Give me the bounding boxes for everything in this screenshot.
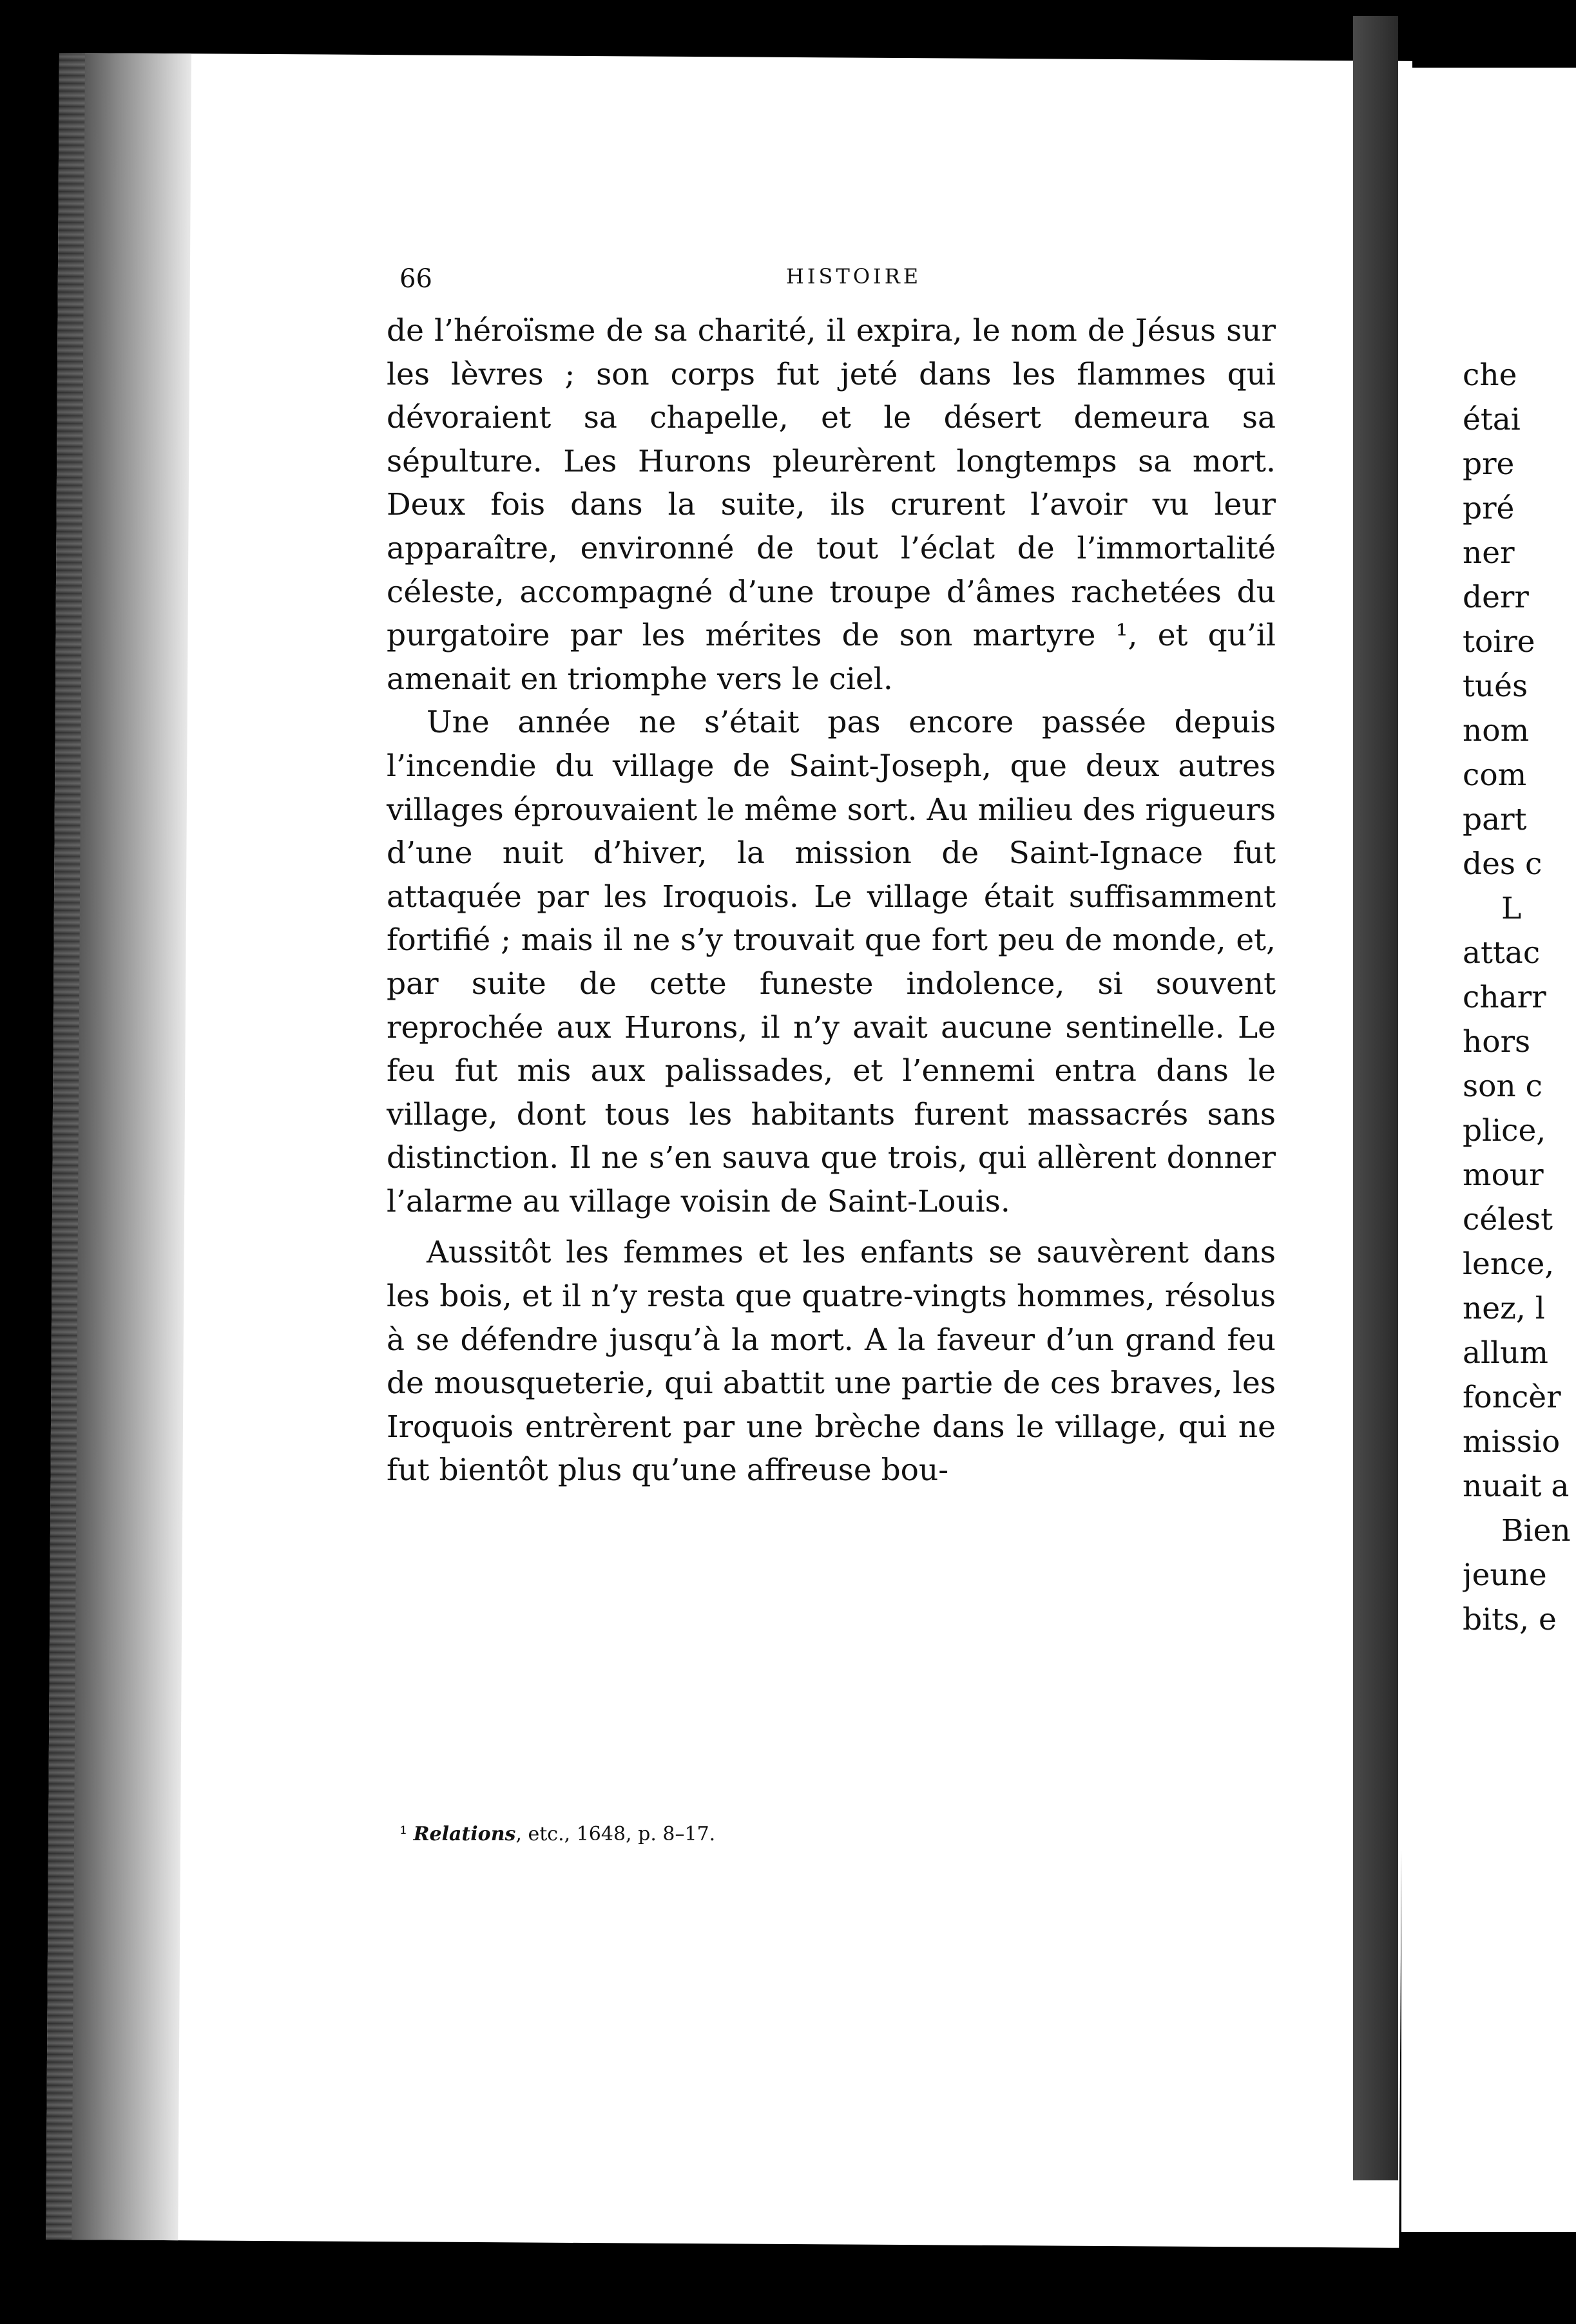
footnote-citation: , etc., 1648, p. 8–17. <box>515 1823 716 1845</box>
facing-line: nom <box>1463 713 1530 748</box>
facing-line: charr <box>1463 980 1546 1015</box>
running-head <box>387 264 1276 309</box>
paragraph-2: Une année ne s’était pas encore passée depuis l’incendie du village de Saint-Joseph, que deux autres villages éprouvaient le même sort. Au milieu des rigueurs d’une nuit d’hiver, la mission de Saint-Ignace fut attaquée par les Iroquois. Le village était suffisamment fortifié ; mais il ne s’y trouvait que fort peu de monde, et, par suite de cette funeste indolence, si souvent reprochée aux Hurons, il n’y avait aucune sentinelle. Le feu fut mis aux palissades, et l’ennemi entra dans le village, dont tous les habitants furent massacrés sans distinction. Il ne s’en sauva que trois, qui allèrent donner l’alarme au village voisin de Saint-Louis. <box>387 705 1276 1219</box>
facing-line: ner <box>1463 535 1515 571</box>
facing-line: missio <box>1463 1424 1561 1460</box>
facing-line: jeune <box>1463 1557 1547 1593</box>
paragraph-1: de l’héroïsme de sa charité, il expira, le nom de Jésus sur les lèvres ; son corps fut jeté dans les flammes qui dévoraient sa chapelle, et le désert demeura sa sépulture. Les Hurons pleurèrent longtemps sa mort. Deux fois dans la suite, ils crurent l’avoir vu leur apparaître, environné de tout l’éclat de l’immortalité céleste, accompagné d’une troupe d’âmes rachetées du purgatoire par les mérites de son martyre ¹, et qu’il amenait en triomphe vers le ciel. <box>387 313 1276 697</box>
facing-line: attac <box>1463 935 1541 971</box>
text-block <box>387 264 1276 1492</box>
facing-line: célest <box>1463 1202 1553 1237</box>
facing-line: lence, <box>1463 1246 1555 1282</box>
facing-page-text <box>1463 353 1576 1642</box>
facing-line: hors <box>1463 1024 1531 1060</box>
facing-line: derr <box>1463 580 1529 615</box>
facing-line: bits, e <box>1463 1602 1557 1637</box>
paragraph-3: Aussitôt les femmes et les enfants se sauvèrent dans les bois, et il n’y resta que quatre-vingts hommes, résolus à se défendre jusqu’à la mort. A la faveur d’un grand feu de mousqueterie, qui abattit une partie de ces braves, les Iroquois entrèrent par une brèche dans le village, qui ne fut bientôt plus qu’une affreuse bou- <box>387 1235 1276 1489</box>
facing-line: mour <box>1463 1157 1544 1193</box>
facing-line: plice, <box>1463 1113 1546 1148</box>
footnote <box>399 1823 1237 1845</box>
facing-line: che <box>1463 357 1517 393</box>
facing-line: L <box>1501 891 1522 926</box>
facing-line: son c <box>1463 1069 1542 1104</box>
facing-line: des c <box>1463 846 1542 882</box>
page-number: 66 <box>399 264 432 294</box>
facing-line: foncèr <box>1463 1380 1561 1415</box>
facing-line: Bien <box>1501 1513 1571 1548</box>
page-fore-edge <box>1353 16 1398 2180</box>
facing-line: part <box>1463 802 1527 837</box>
facing-line: toire <box>1463 624 1535 660</box>
running-head-title: HISTOIRE <box>786 264 922 289</box>
facing-line: pre <box>1463 446 1515 482</box>
facing-line: com <box>1463 757 1527 793</box>
facing-line: tués <box>1463 669 1528 704</box>
footnote-marker: ¹ <box>399 1823 408 1845</box>
facing-line: nuait a <box>1463 1469 1570 1504</box>
footnote-source-title: Relations <box>413 1823 516 1845</box>
facing-line: nez, l <box>1463 1291 1545 1326</box>
facing-line: étai <box>1463 402 1521 437</box>
facing-line: allum <box>1463 1335 1548 1371</box>
facing-line: pré <box>1463 491 1515 526</box>
